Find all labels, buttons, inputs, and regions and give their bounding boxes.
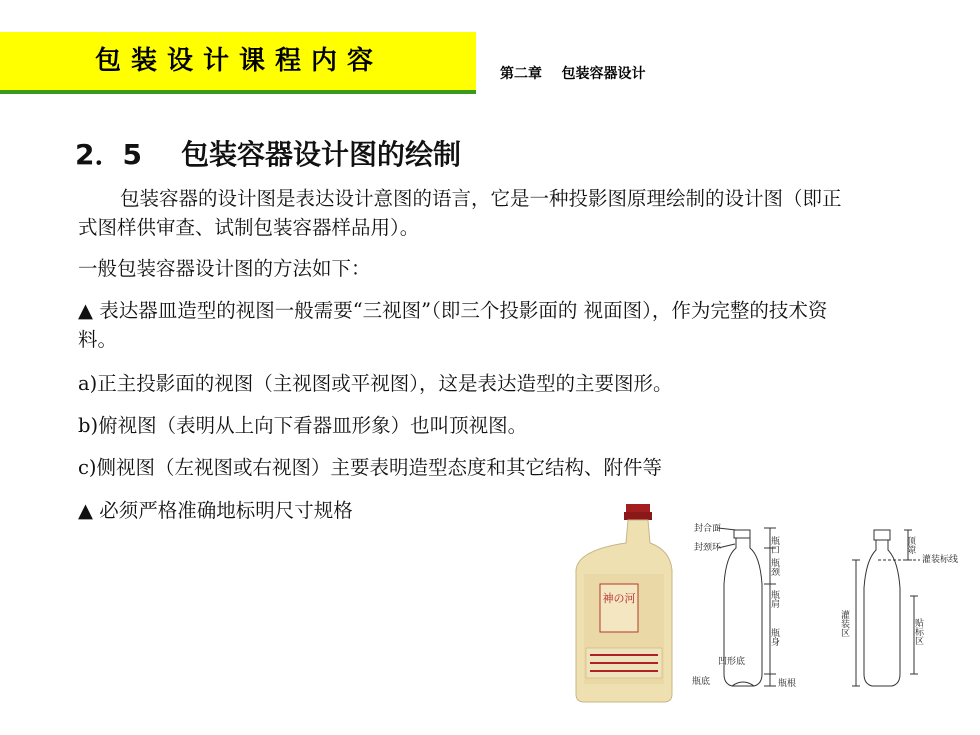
paragraph-dimensions: ▲ 必须严格准确地标明尺寸规格 [78, 499, 353, 522]
label-neck: 瓶颈 [769, 558, 779, 576]
bottle-brand-text: 神の河 [602, 592, 636, 605]
paragraph-three-views: ▲ 表达器皿造型的视图一般需要“三视图”（即三个投影面的 视面图），作为完整的技术资料。 [78, 299, 828, 351]
paragraph-methods: 一般包装容器设计图的方法如下： [78, 257, 371, 280]
course-title: 包装设计课程内容 [95, 46, 384, 76]
label-seal-face: 封合面 [694, 524, 722, 534]
label-root: 瓶根 [778, 679, 797, 689]
label-concave-bottom: 凹形底 [718, 657, 746, 667]
paragraph-side-view: c)侧视图（左视图或右视图）主要表明造型态度和其它结构、附件等 [78, 456, 663, 479]
label-label-zone: 贴标区 [913, 618, 923, 645]
paragraph-front-view: a)正主投影面的视图（主视图或平视图），这是表达造型的主要图形。 [78, 372, 673, 395]
section-title: 2．5 包装容器设计图的绘制 [75, 138, 461, 171]
label-top-space: 顶隙 [905, 536, 915, 554]
paragraph-intro: 包装容器的设计图是表达设计意图的语言，它是一种投影图原理绘制的设计图（即正式图样供审查、试制包装容器样品用）。 [78, 187, 842, 239]
label-bottom: 瓶底 [692, 677, 711, 687]
label-body: 瓶身 [769, 628, 779, 646]
bottle-photo [576, 504, 672, 702]
bottle-figure [538, 498, 968, 706]
chapter-title: 第二章 包装容器设计 [500, 66, 646, 82]
label-shoulder: 瓶肩 [769, 590, 779, 608]
label-neck-ring: 封颈环 [694, 543, 722, 553]
label-mouth: 瓶口 [769, 536, 779, 554]
header-divider [0, 90, 476, 94]
label-fill-zone: 灌装区 [839, 610, 849, 637]
label-fill-line: 灌装标线 [922, 555, 959, 565]
paragraph-top-view: b)俯视图（表明从上向下看器皿形象）也叫顶视图。 [78, 414, 528, 437]
